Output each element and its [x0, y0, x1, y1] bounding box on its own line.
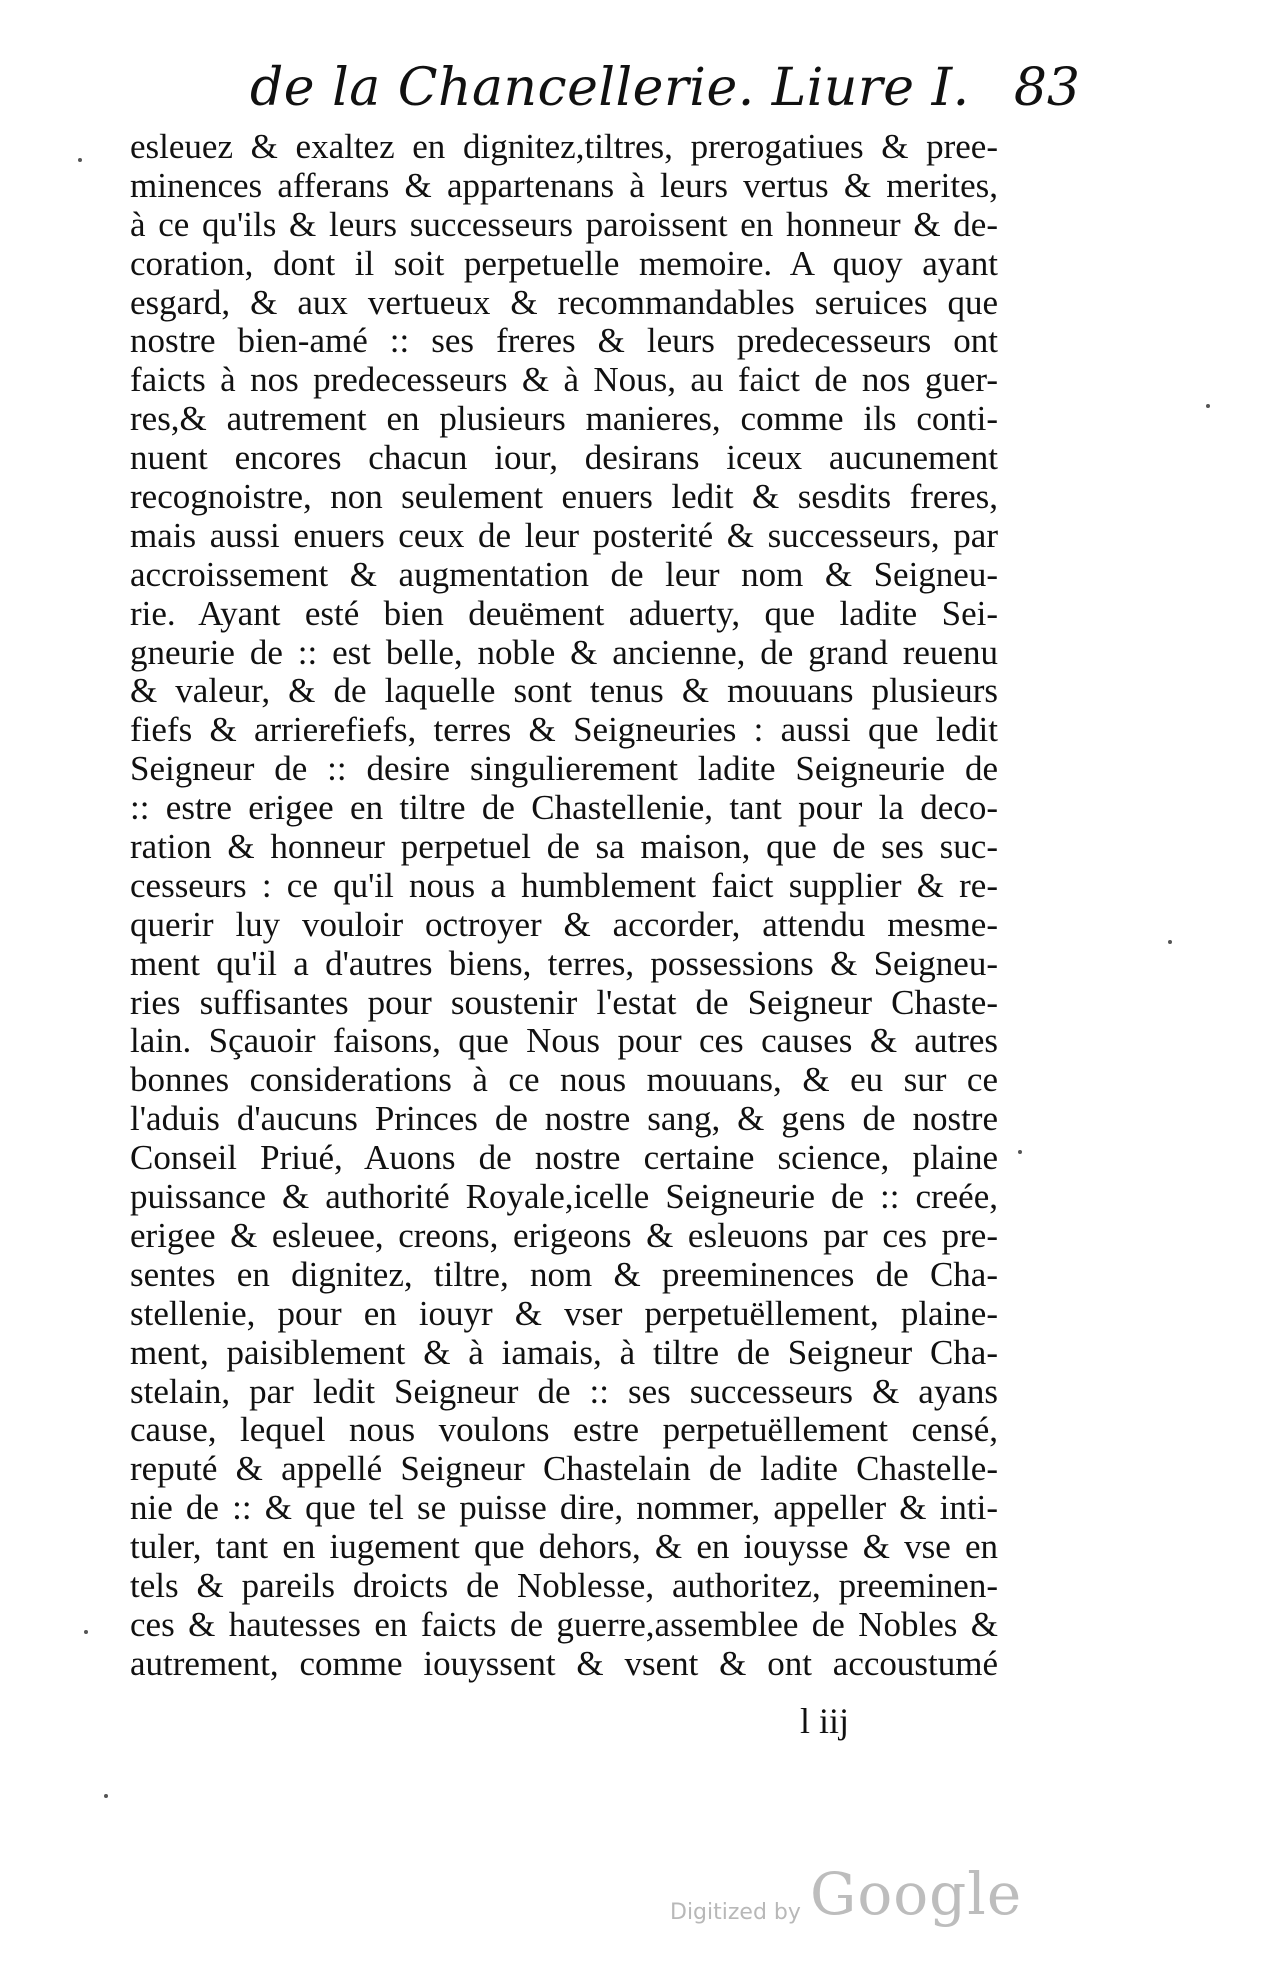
text-line: tels & pareils droicts de Noblesse, authoritez, preeminen-	[130, 1565, 998, 1605]
text-line: l'aduis d'aucuns Princes de nostre sang, & gens de nostre	[130, 1099, 998, 1139]
text-line: Conseil Priué, Auons de nostre certaine science, plaine	[130, 1138, 998, 1178]
text-line: fiefs & arrierefiefs, terres & Seigneuries : aussi que ledit	[130, 710, 998, 750]
scan-speck	[1018, 1150, 1022, 1154]
text-line: stellenie, pour en iouyr & vser perpetuëllement, plaine-	[130, 1293, 998, 1333]
signature-mark: l iij	[800, 1701, 850, 1741]
watermark-prefix: Digitized by	[670, 1900, 801, 1925]
text-line: :: estre erigee en tiltre de Chastellenie, tant pour la deco-	[130, 788, 998, 828]
scan-speck	[84, 1630, 88, 1634]
text-line: bonnes considerations à ce nous mouuans, & eu sur ce	[130, 1060, 998, 1100]
text-line: esleuez & exaltez en dignitez,tiltres, prerogatiues & pree-	[130, 127, 998, 166]
text-line: autrement, comme iouyssent & vsent & ont accoustumé	[130, 1643, 998, 1683]
text-line: reputé & appellé Seigneur Chastelain de ladite Chastelle-	[130, 1449, 998, 1489]
text-line: minences afferans & appartenans à leurs vertus & merites,	[130, 165, 998, 205]
text-line: Seigneur de :: desire singulierement ladite Seigneurie de	[130, 749, 998, 789]
text-line: à ce qu'ils & leurs successeurs paroissent en honneur & de-	[130, 204, 998, 244]
google-logo: Google	[810, 1860, 1023, 1928]
page-number: 83	[1013, 58, 1080, 118]
text-line: cause, lequel nous voulons estre perpetuëllement censé,	[130, 1410, 998, 1450]
text-line: ces & hautesses en faicts de guerre,assemblee de Nobles &	[130, 1604, 998, 1644]
scan-speck	[1206, 404, 1210, 408]
scan-speck	[78, 158, 82, 162]
text-line: accroissement & augmentation de leur nom & Seigneu-	[130, 554, 998, 594]
text-line: rie. Ayant esté bien deuëment aduerty, que ladite Sei-	[130, 593, 998, 633]
text-line: & valeur, & de laquelle sont tenus & mouuans plusieurs	[130, 671, 998, 711]
text-line: cesseurs : ce qu'il nous a humblement faict supplier & re-	[130, 865, 998, 905]
text-line: gneurie de :: est belle, noble & ancienne, de grand reuenu	[130, 632, 998, 672]
text-line: ment, paisiblement & à iamais, à tiltre de Seigneur Cha-	[130, 1332, 998, 1372]
text-line: querir luy vouloir octroyer & accorder, attendu mesme-	[130, 904, 998, 944]
body-text	[130, 128, 998, 1684]
text-line: mais aussi enuers ceux de leur posterité & successeurs, par	[130, 515, 998, 555]
text-line: ration & honneur perpetuel de sa maison, que de ses suc-	[130, 827, 998, 867]
text-line: puissance & authorité Royale,icelle Seigneurie de :: creée,	[130, 1177, 998, 1217]
text-line: faicts à nos predecesseurs & à Nous, au faict de nos guer-	[130, 360, 998, 400]
text-line: ment qu'il a d'autres biens, terres, possessions & Seigneu-	[130, 943, 998, 983]
scan-speck	[104, 1794, 108, 1798]
text-line: tuler, tant en iugement que dehors, & en iouysse & vse en	[130, 1527, 998, 1567]
scan-speck	[1168, 940, 1172, 944]
text-line: stelain, par ledit Seigneur de :: ses successeurs & ayans	[130, 1371, 998, 1411]
text-line: nie de :: & que tel se puisse dire, nommer, appeller & inti-	[130, 1488, 998, 1528]
running-title: de la Chancellerie. Liure I.	[250, 58, 970, 118]
text-line: esgard, & aux vertueux & recommandables seruices que	[130, 282, 998, 322]
google-watermark	[670, 1860, 1023, 1940]
text-line: coration, dont il soit perpetuelle memoire. A quoy ayant	[130, 243, 998, 283]
text-line: lain. Sçauoir faisons, que Nous pour ces causes & autres	[130, 1021, 998, 1061]
running-head	[250, 58, 1080, 128]
text-line: erigee & esleuee, creons, erigeons & esleuons par ces pre-	[130, 1215, 998, 1255]
text-line: recognoistre, non seulement enuers ledit & sesdits freres,	[130, 477, 998, 517]
text-line: nuent encores chacun iour, desirans iceux aucunement	[130, 438, 998, 478]
text-line: ries suffisantes pour soustenir l'estat de Seigneur Chaste-	[130, 982, 998, 1022]
text-line: sentes en dignitez, tiltre, nom & preeminences de Cha-	[130, 1254, 998, 1294]
text-line: res,& autrement en plusieurs manieres, comme ils conti-	[130, 399, 998, 439]
text-line: nostre bien-amé :: ses freres & leurs predecesseurs ont	[130, 321, 998, 361]
